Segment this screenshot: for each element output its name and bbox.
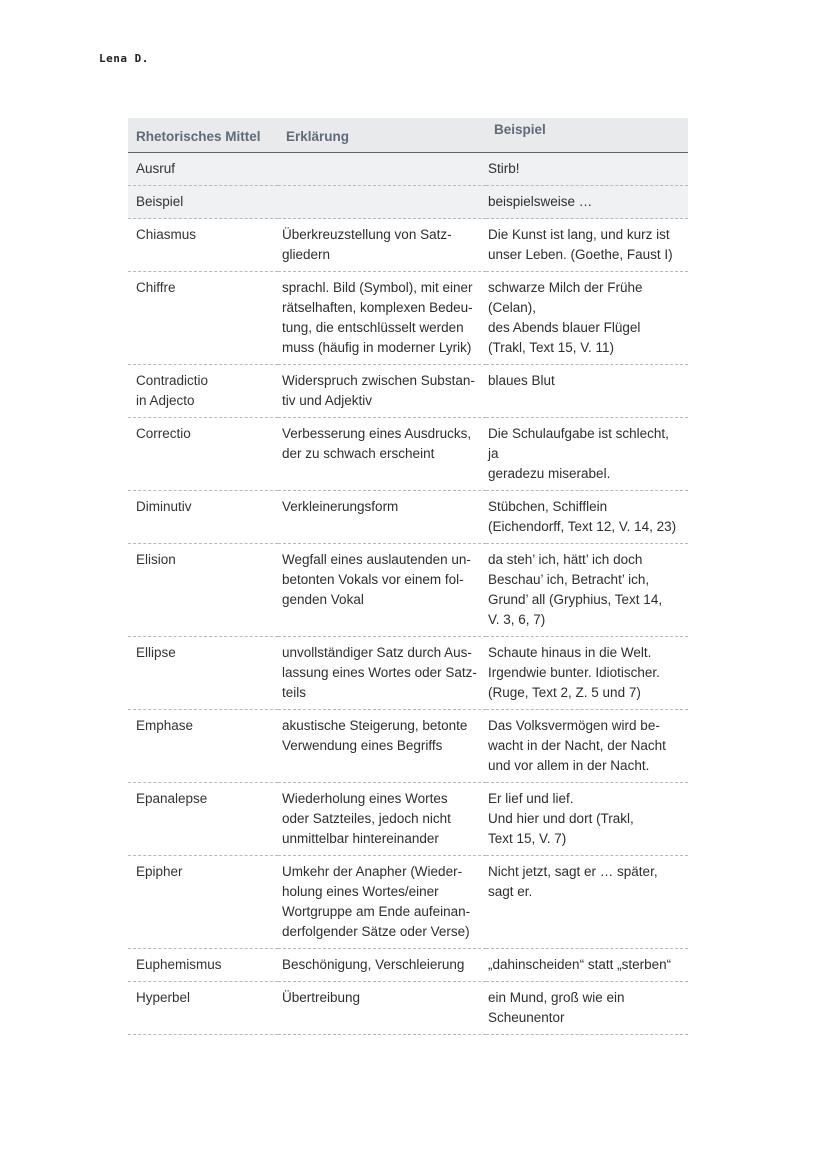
- term-cell: Euphemismus: [136, 957, 222, 972]
- table-row: [128, 418, 688, 491]
- explanation-cell: Wegfall eines auslautenden un- betonten Vokals vor einem fol- genden Vokal: [282, 552, 471, 607]
- example-cell: blaues Blut: [488, 373, 555, 388]
- table-row: [128, 783, 688, 856]
- explanation-cell: Überkreuzstellung von Satz- gliedern: [282, 227, 452, 262]
- table-row: [128, 637, 688, 710]
- table-row: [128, 365, 688, 418]
- explanation-cell: Übertreibung: [282, 990, 361, 1005]
- header-explanation: Erklärung: [278, 118, 486, 153]
- term-cell: Epipher: [136, 864, 183, 879]
- explanation-cell: Verbesserung eines Ausdrucks, der zu schwach erscheint: [282, 426, 472, 461]
- term-cell: Chiasmus: [136, 227, 197, 242]
- table-row: [128, 186, 688, 219]
- example-cell: Er lief und lief. Und hier und dort (Trakl, Text 15, V. 7): [488, 791, 634, 846]
- explanation-cell: Widerspruch zwischen Substan- tiv und Adjektiv: [282, 373, 475, 408]
- table-row: [128, 982, 688, 1035]
- example-cell: da steh’ ich, hätt’ ich doch Beschau’ ich, Betracht’ ich, Grund’ all (Gryphius, Text 14, V. 3, 6, 7): [488, 552, 663, 627]
- example-cell: Die Kunst ist lang, und kurz ist unser Leben. (Goethe, Faust I): [488, 227, 673, 262]
- explanation-cell: [278, 186, 486, 219]
- table-row: [128, 272, 688, 365]
- table-header: [128, 118, 688, 153]
- example-cell: Schaute hinaus in die Welt. Irgendwie bunter. Idiotischer. (Ruge, Text 2, Z. 5 und 7): [488, 645, 660, 700]
- term-cell: Diminutiv: [136, 499, 192, 514]
- term-cell: Emphase: [136, 718, 194, 733]
- term-cell: Contradictio in Adjecto: [136, 373, 209, 408]
- example-cell: Das Volksvermögen wird be- wacht in der Nacht, der Nacht und vor allem in der Nacht.: [488, 718, 666, 773]
- term-cell: Beispiel: [128, 186, 278, 219]
- example-cell: Stirb!: [486, 153, 688, 186]
- explanation-cell: sprachl. Bild (Symbol), mit einer rätselhaften, komplexen Bedeu- tung, die entschlüsselt werden muss (häufig in moderner Lyrik): [282, 280, 473, 355]
- example-cell: Stübchen, Schifflein (Eichendorff, Text 12, V. 14, 23): [488, 499, 677, 534]
- table-row: [128, 153, 688, 186]
- example-cell: „dahinscheiden“ statt „sterben“: [488, 957, 672, 972]
- term-cell: Hyperbel: [136, 990, 191, 1005]
- term-cell: Epanalepse: [136, 791, 208, 806]
- explanation-cell: Verkleinerungsform: [282, 499, 399, 514]
- explanation-cell: [278, 153, 486, 186]
- term-cell: Chiffre: [136, 280, 176, 295]
- header-example: Beispiel: [486, 118, 688, 153]
- table-row: [128, 856, 688, 949]
- term-cell: Correctio: [136, 426, 191, 441]
- table-row: [128, 219, 688, 272]
- example-cell: ein Mund, groß wie ein Scheunentor: [488, 990, 625, 1025]
- explanation-cell: Umkehr der Anapher (Wieder- holung eines Wortes/einer Wortgruppe am Ende aufeinan- derfolgender Sätze oder Verse): [282, 864, 471, 939]
- explanation-cell: unvollständiger Satz durch Aus- lassung eines Wortes oder Satz- teils: [282, 645, 477, 700]
- table-row: [128, 710, 688, 783]
- example-cell: beispielsweise …: [486, 186, 688, 219]
- example-cell: Die Schulaufgabe ist schlecht, ja geradezu miserabel.: [488, 426, 669, 481]
- term-cell: Elision: [136, 552, 176, 567]
- example-cell: schwarze Milch der Frühe (Celan), des Abends blauer Flügel (Trakl, Text 15, V. 11): [488, 280, 643, 355]
- table-row: [128, 491, 688, 544]
- explanation-cell: akustische Steigerung, betonte Verwendung eines Begriffs: [282, 718, 468, 753]
- term-cell: Ellipse: [136, 645, 176, 660]
- author-name: Lena D.: [99, 52, 149, 65]
- explanation-cell: Beschönigung, Verschleierung: [282, 957, 465, 972]
- term-cell: Ausruf: [128, 153, 278, 186]
- table-row: [128, 949, 688, 982]
- rhetoric-table: [128, 118, 688, 1035]
- table-row: [128, 544, 688, 637]
- example-cell: Nicht jetzt, sagt er … später, sagt er.: [488, 864, 658, 899]
- header-term: Rhetorisches Mittel: [128, 118, 278, 153]
- explanation-cell: Wiederholung eines Wortes oder Satzteiles, jedoch nicht unmittelbar hintereinander: [282, 791, 451, 846]
